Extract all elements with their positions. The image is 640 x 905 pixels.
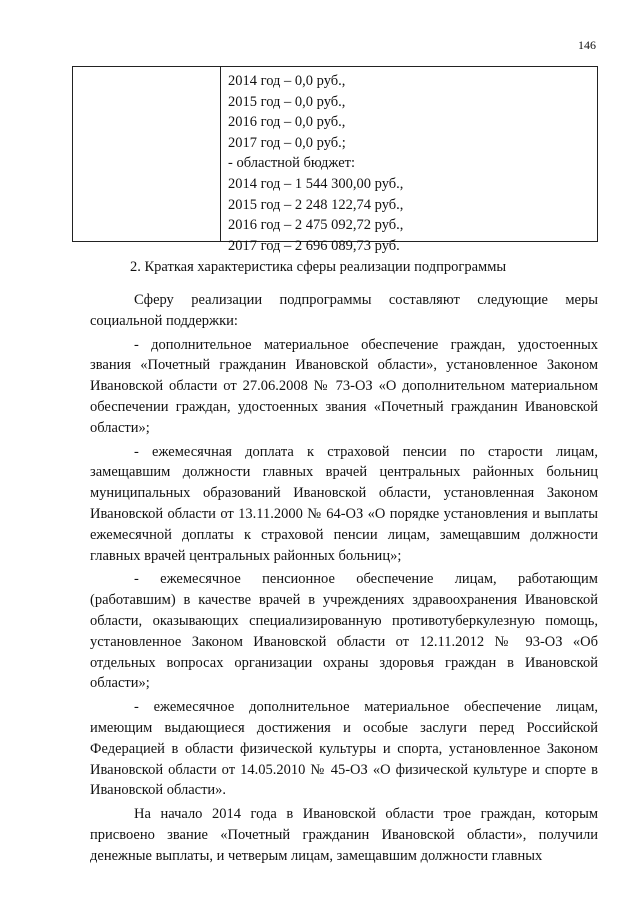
paragraph: - дополнительное материальное обеспечение граждан, удостоенных звания «Почетный гражданин Ивановской области», установленное Законом Ивановской области от 27.06.2008 № 73-ОЗ «О дополнительном материальном обеспечении граждан, удостоенных звания «Почетный гражданин Ивановской области»; (90, 336, 598, 436)
table-line: 2017 год – 2 696 089,73 руб. (228, 237, 400, 254)
table-line: 2016 год – 2 475 092,72 руб., (228, 217, 404, 234)
page-number: 146 (578, 38, 596, 52)
paragraph: На начало 2014 года в Ивановской области трое граждан, которым присвоено звание «Почетный гражданин Ивановской области», получили денежные выплаты, и четверым лицам, замещавшим должности главных (90, 806, 598, 864)
paragraph: - ежемесячное дополнительное материальное обеспечение лицам, имеющим выдающиеся достижения и особые заслуги перед Российской Федерацией в области физической культуры и спорта, установленное Законом Ивановской области от 14.05.2010 № 45-ОЗ «О физической культуре и спорте в Ивановской области». (90, 699, 598, 799)
paragraph: - ежемесячная доплата к страховой пенсии по старости лицам, замещавшим должности главных врачей центральных районных больниц муниципальных образований Ивановской области, установленная Законом Ивановской области от 13.11.2000 № 64-ОЗ «О порядке установления и выплаты ежемесячной доплаты к страховой пенсии лицам, замещавшим должности главных врачей центральных районных больниц»; (90, 443, 598, 564)
budget-table (72, 66, 598, 254)
section-title: 2. Краткая характеристика сферы реализации подпрограммы (130, 259, 507, 275)
paragraph: - ежемесячное пенсионное обеспечение лицам, работающим (работавшим) в качестве врачей в учреждениях здравоохранения Ивановской области, оказывающих специализированную противотуберкулезную помощь, установленное Законом Ивановской области от 12.11.2012 № 93-ОЗ «Об отдельных вопросах организации охраны здоровья граждан в Ивановской области»; (90, 571, 598, 692)
table-column-divider (220, 67, 221, 241)
table-line: 2014 год – 1 544 300,00 руб., (228, 175, 404, 192)
table-line: 2017 год – 0,0 руб.; (228, 134, 346, 151)
table-line: 2016 год – 0,0 руб., (228, 114, 346, 131)
table-line: 2015 год – 2 248 122,74 руб., (228, 196, 404, 213)
document-body (90, 290, 598, 870)
table-line: 2015 год – 0,0 руб., (228, 93, 346, 110)
paragraph: Сферу реализации подпрограммы составляют следующие меры социальной поддержки: (90, 292, 598, 329)
table-line: 2014 год – 0,0 руб., (228, 73, 346, 89)
table-line: - областной бюджет: (228, 155, 356, 172)
table-cell-financing (228, 71, 591, 256)
